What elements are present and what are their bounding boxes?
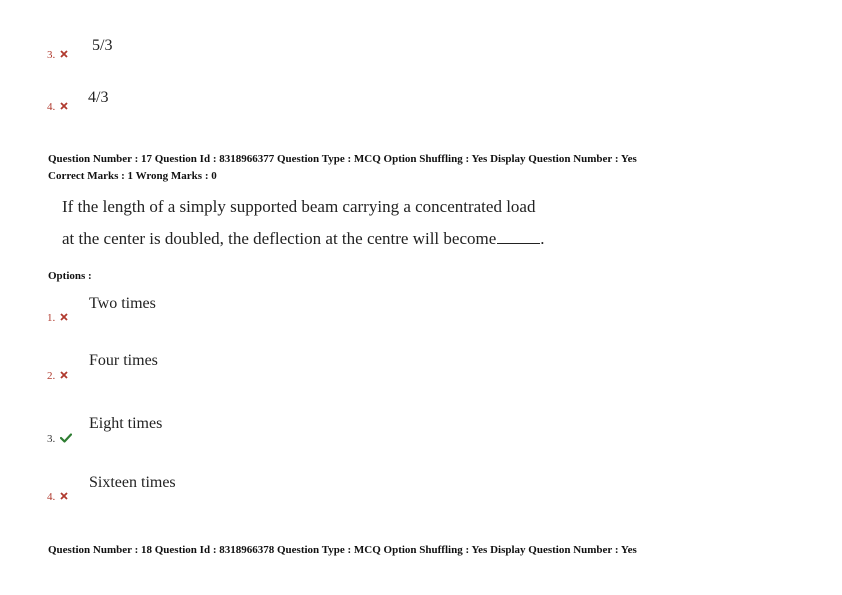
option-1 (47, 312, 68, 324)
option-3-text: Eight times (89, 415, 163, 432)
option-1-text: Two times (89, 295, 156, 312)
question-text-end: . (540, 229, 545, 248)
check-icon (60, 433, 72, 446)
option-4-text: Sixteen times (89, 474, 176, 491)
cross-icon (60, 312, 68, 324)
cross-icon (60, 49, 68, 61)
prev-option-3-text: 5/3 (92, 37, 113, 54)
cross-icon (60, 491, 68, 503)
answer-blank (497, 242, 540, 244)
options-label: Options : (48, 270, 92, 282)
prev-option-4-text: 4/3 (88, 89, 109, 106)
question-17-header: Question Number : 17 Question Id : 8318966377 Question Type : MCQ Option Shuffling : Yes Display Question Number : Yes (48, 153, 637, 165)
option-number: 2. (47, 370, 56, 382)
question-text: at the center is doubled, the deflection at the centre will become (62, 229, 497, 248)
option-4 (47, 491, 68, 503)
option-number: 3. (47, 433, 56, 446)
option-number: 1. (47, 312, 56, 324)
option-number: 3. (47, 49, 56, 61)
question-17-marks: Correct Marks : 1 Wrong Marks : 0 (48, 170, 217, 182)
option-2 (47, 370, 68, 382)
prev-option-4 (47, 101, 68, 113)
option-number: 4. (47, 101, 56, 113)
prev-option-3 (47, 49, 68, 61)
question-18-header: Question Number : 18 Question Id : 8318966378 Question Type : MCQ Option Shuffling : Yes Display Question Number : Yes (48, 544, 637, 556)
cross-icon (60, 370, 68, 382)
option-2-text: Four times (89, 352, 158, 369)
question-17-text-line2 (62, 229, 545, 249)
question-17-text-line1: If the length of a simply supported beam carrying a concentrated load (62, 197, 536, 216)
option-3 (47, 433, 72, 446)
option-number: 4. (47, 491, 56, 503)
cross-icon (60, 101, 68, 113)
